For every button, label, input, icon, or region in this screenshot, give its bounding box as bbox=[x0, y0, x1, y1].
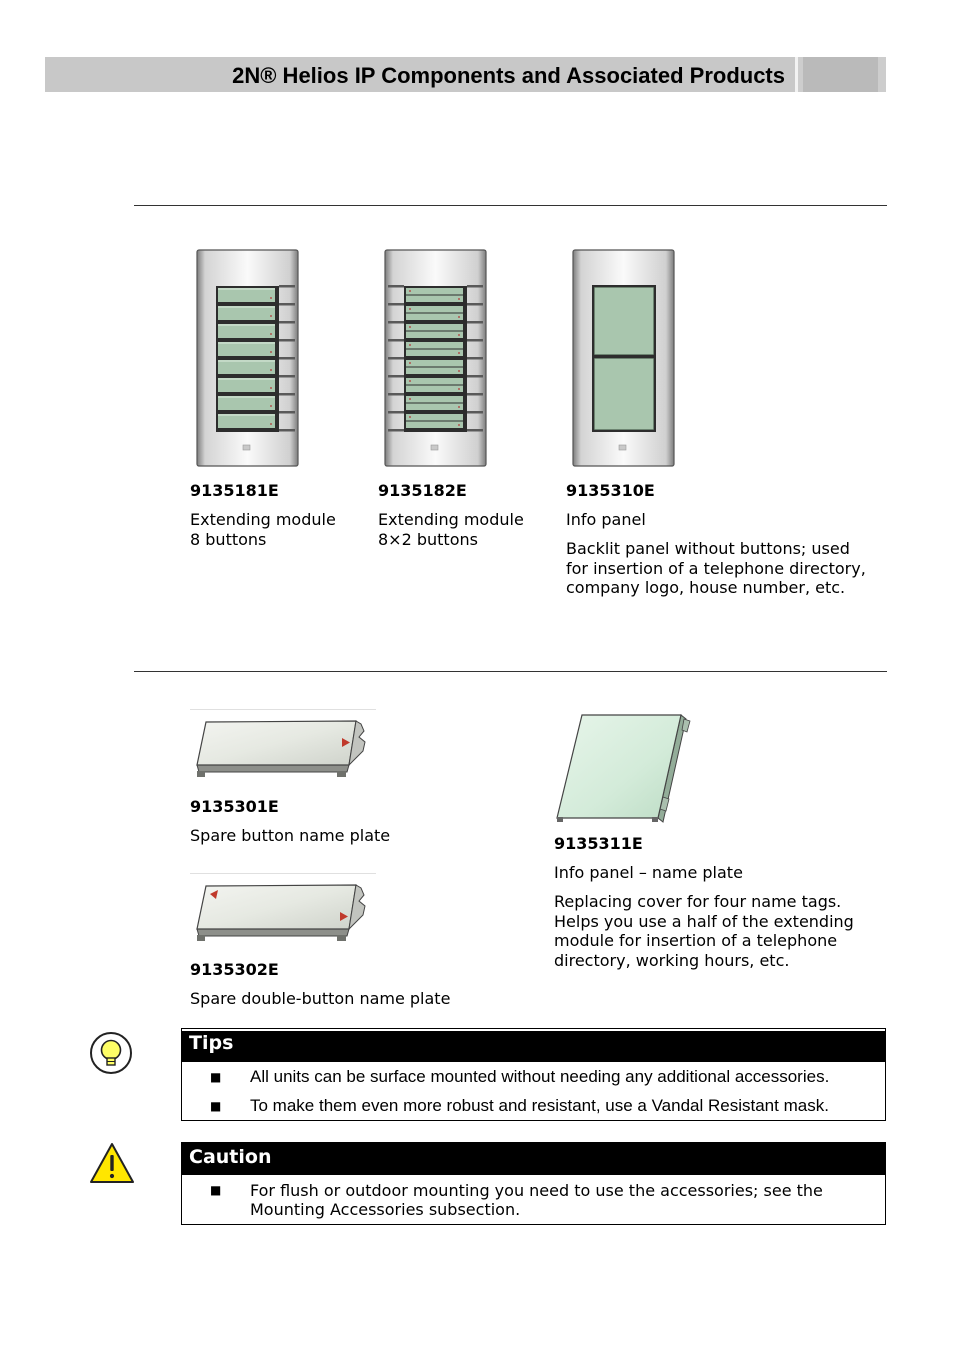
brand-badge bbox=[243, 445, 250, 450]
info-panel-name-plate-image bbox=[553, 711, 693, 826]
tips-heading: Tips bbox=[182, 1031, 885, 1062]
caution-callout bbox=[181, 1142, 886, 1225]
spare-double-button-name-plate-image bbox=[189, 873, 377, 953]
product-code: 9135182E bbox=[378, 481, 467, 500]
extending-module-8-buttons-image bbox=[196, 249, 300, 468]
extending-module-8x2-buttons-image bbox=[384, 249, 488, 468]
bullet: ■ bbox=[210, 1070, 222, 1084]
product-name: Spare button name plate bbox=[190, 826, 391, 845]
header-tab-inner bbox=[803, 57, 878, 92]
section-divider bbox=[134, 205, 887, 206]
product-name: Info panel bbox=[566, 510, 646, 529]
bullet: ■ bbox=[210, 1183, 222, 1197]
product-variant: 8×2 buttons bbox=[378, 530, 478, 549]
product-description: Replacing cover for four name tags. Helps you use a half of the extending module for insertion of a telephone directory, working hours, etc. bbox=[554, 892, 854, 970]
product-code: 9135181E bbox=[190, 481, 279, 500]
spare-button-name-plate-image bbox=[189, 709, 377, 789]
list-item bbox=[182, 1096, 885, 1116]
caution-heading: Caution bbox=[182, 1143, 885, 1175]
tip-text: To make them even more robust and resistant, use a Vandal Resistant mask. bbox=[250, 1096, 829, 1115]
product-code: 9135301E bbox=[190, 797, 279, 816]
lightbulb-icon bbox=[89, 1031, 133, 1075]
button-column bbox=[216, 286, 279, 432]
product-name: Extending module bbox=[190, 510, 336, 529]
product-variant: 8 buttons bbox=[190, 530, 267, 549]
list-item bbox=[182, 1067, 885, 1087]
product-name: Extending module bbox=[378, 510, 524, 529]
product-name: Info panel – name plate bbox=[554, 863, 743, 882]
page-header-title: 2N® Helios IP Components and Associated Products bbox=[232, 63, 785, 88]
info-pane-top bbox=[595, 288, 654, 355]
caution-text: For flush or outdoor mounting you need to use the accessories; see the Mounting Accessories subsection. bbox=[250, 1181, 823, 1219]
product-code: 9135310E bbox=[566, 481, 655, 500]
button-column bbox=[404, 286, 467, 432]
brand-badge bbox=[619, 445, 626, 450]
product-name: Spare double-button name plate bbox=[190, 989, 451, 1008]
bullet: ■ bbox=[210, 1099, 222, 1113]
tips-callout bbox=[181, 1028, 886, 1121]
product-code: 9135311E bbox=[554, 834, 643, 853]
tips-list bbox=[182, 1067, 885, 1116]
tip-text: All units can be surface mounted without needing any additional accessories. bbox=[250, 1067, 830, 1086]
caution-list bbox=[182, 1181, 885, 1219]
list-item bbox=[182, 1181, 885, 1219]
brand-badge bbox=[431, 445, 438, 450]
product-code: 9135302E bbox=[190, 960, 279, 979]
warning-icon bbox=[89, 1141, 135, 1185]
info-pane-bottom bbox=[595, 359, 654, 430]
info-panel-image bbox=[572, 249, 676, 468]
product-description: Backlit panel without buttons; used for insertion of a telephone directory, company logo, house number, etc. bbox=[566, 539, 866, 598]
section-divider bbox=[134, 671, 887, 672]
